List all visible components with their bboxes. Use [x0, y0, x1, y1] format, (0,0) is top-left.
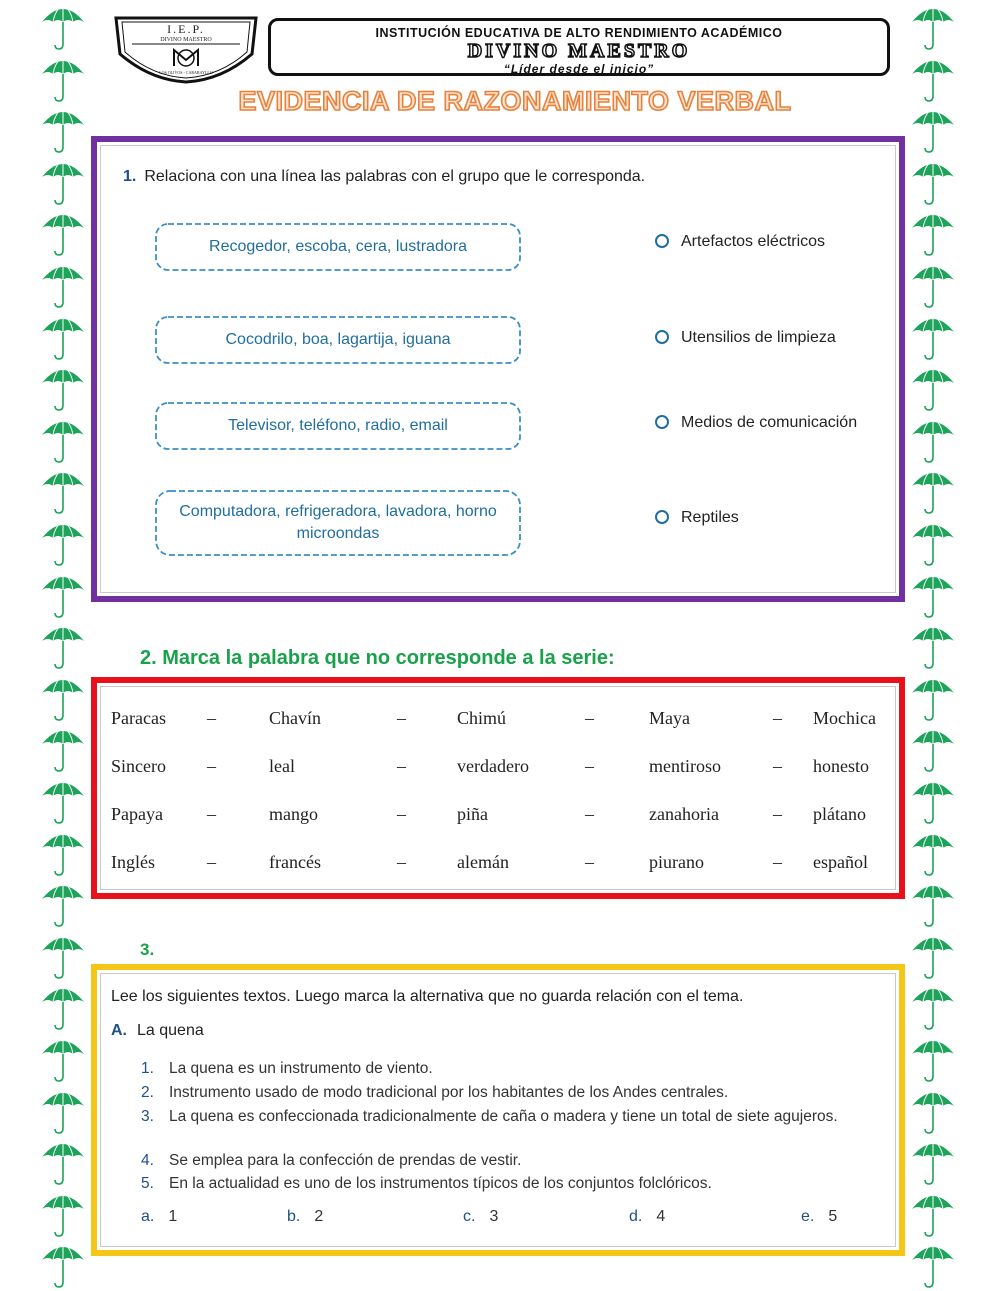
series-separator: –	[773, 804, 782, 824]
umbrella-icon	[910, 208, 956, 258]
section-2-box	[91, 677, 905, 899]
series-separator: –	[773, 756, 782, 776]
category-3[interactable]	[655, 414, 857, 432]
series-separator: –	[773, 708, 782, 728]
subtitle-text: La quena	[137, 1022, 204, 1039]
series-word[interactable]: Paracas	[111, 708, 166, 728]
series-word[interactable]: Inglés	[111, 852, 155, 872]
section-3-box	[91, 964, 905, 1256]
school-name: DIVINO MAESTRO	[467, 40, 691, 62]
institution-title-box	[268, 18, 890, 76]
series-word[interactable]: Mochica	[813, 708, 876, 728]
series-word[interactable]: zanahoria	[649, 804, 719, 824]
option-value: 2	[314, 1208, 324, 1225]
umbrella-icon	[40, 1240, 86, 1290]
umbrella-icon	[910, 931, 956, 981]
series-separator: –	[397, 708, 406, 728]
umbrella-icon	[40, 1137, 86, 1187]
section-3-instruction: Lee los siguientes textos. Luego marca la alternativa que no guarda relación con el tema.	[111, 988, 744, 1005]
statement-number: 4.	[141, 1152, 154, 1169]
series-word[interactable]: honesto	[813, 756, 869, 776]
umbrella-icon	[40, 363, 86, 413]
series-word[interactable]: español	[813, 852, 868, 872]
logo-text-middle: DIVINO MAESTRO	[160, 37, 212, 43]
series-word[interactable]: Chavín	[269, 708, 321, 728]
circle-icon[interactable]	[655, 330, 669, 344]
umbrella-border-right	[910, 0, 958, 1291]
category-label-2: Utensilios de limpieza	[681, 329, 836, 346]
umbrella-icon	[40, 105, 86, 155]
series-row	[101, 804, 895, 830]
section-1-number: 1.	[123, 168, 137, 185]
umbrella-icon	[40, 2, 86, 52]
series-word[interactable]: Papaya	[111, 804, 163, 824]
umbrella-icon	[40, 931, 86, 981]
umbrella-icon	[910, 828, 956, 878]
group-text-2: Cocodrilo, boa, lagartija, iguana	[225, 331, 451, 348]
series-separator: –	[207, 756, 216, 776]
statement-number: 3.	[141, 1108, 154, 1125]
series-word[interactable]: francés	[269, 852, 321, 872]
umbrella-icon	[910, 1034, 956, 1084]
school-logo	[112, 14, 260, 84]
statement-text: Se emplea para la confección de prendas de vestir.	[169, 1152, 522, 1169]
umbrella-icon	[40, 776, 86, 826]
umbrella-icon	[40, 1086, 86, 1136]
section-3-number: 3.	[140, 940, 155, 959]
series-row	[101, 708, 895, 734]
statement-5	[141, 1173, 883, 1194]
umbrella-icon	[910, 415, 956, 465]
statement-text: La quena es confeccionada tradicionalmente de caña o madera y tiene un total de siete agujeros.	[169, 1108, 838, 1125]
header	[112, 14, 892, 86]
option-c[interactable]	[463, 1208, 498, 1226]
series-row	[101, 756, 895, 782]
series-word[interactable]: mango	[269, 804, 318, 824]
umbrella-icon	[910, 879, 956, 929]
series-separator: –	[397, 756, 406, 776]
series-word[interactable]: piurano	[649, 852, 704, 872]
section-1-box	[91, 136, 905, 602]
category-1[interactable]	[655, 233, 825, 251]
group-text-4: Computadora, refrigeradora, lavadora, horno microondas	[179, 503, 497, 542]
series-separator: –	[207, 804, 216, 824]
circle-icon[interactable]	[655, 415, 669, 429]
option-d[interactable]	[629, 1208, 665, 1226]
group-text-3: Televisor, teléfono, radio, email	[228, 417, 448, 434]
umbrella-icon	[910, 1189, 956, 1239]
option-letter: a.	[141, 1208, 155, 1225]
series-separator: –	[397, 804, 406, 824]
group-box-4[interactable]	[153, 488, 523, 558]
series-separator: –	[397, 852, 406, 872]
option-value: 1	[168, 1208, 178, 1225]
statement-number: 5.	[141, 1175, 154, 1192]
option-letter: d.	[629, 1208, 643, 1225]
statement-text: Instrumento usado de modo tradicional por los habitantes de los Andes centrales.	[169, 1084, 729, 1101]
umbrella-icon	[40, 466, 86, 516]
umbrella-icon	[910, 1240, 956, 1290]
school-motto: “Líder desde el inicio”	[503, 62, 655, 76]
category-4[interactable]	[655, 509, 739, 527]
series-separator: –	[585, 708, 594, 728]
option-letter: e.	[801, 1208, 815, 1225]
statement-number: 1.	[141, 1060, 154, 1077]
series-separator: –	[585, 804, 594, 824]
series-word[interactable]: Chimú	[457, 708, 507, 728]
option-a[interactable]	[141, 1208, 177, 1226]
statement-4	[141, 1150, 883, 1171]
umbrella-icon	[40, 724, 86, 774]
umbrella-icon	[910, 1137, 956, 1187]
umbrella-icon	[40, 621, 86, 671]
institution-name: INSTITUCIÓN EDUCATIVA DE ALTO RENDIMIENTO ACADÉMICO	[375, 26, 783, 40]
umbrella-icon	[910, 673, 956, 723]
series-word[interactable]: alemán	[457, 852, 509, 872]
umbrella-icon	[910, 1086, 956, 1136]
umbrella-icon	[910, 2, 956, 52]
statement-3	[141, 1106, 883, 1127]
series-word[interactable]: verdadero	[457, 756, 529, 776]
series-word[interactable]: leal	[269, 756, 295, 776]
umbrella-icon	[40, 570, 86, 620]
option-letter: c.	[463, 1208, 476, 1225]
page-title: EVIDENCIA DE RAZONAMIENTO VERBAL	[238, 86, 792, 116]
umbrella-icon	[40, 312, 86, 362]
umbrella-border-left	[40, 0, 88, 1291]
option-letter: b.	[287, 1208, 301, 1225]
section-1-instruction	[123, 168, 645, 186]
umbrella-icon	[40, 518, 86, 568]
umbrella-icon	[910, 518, 956, 568]
category-label-3: Medios de comunicación	[681, 414, 858, 431]
umbrella-icon	[910, 157, 956, 207]
series-separator: –	[585, 756, 594, 776]
group-box-1[interactable]	[153, 221, 523, 273]
category-label-4: Reptiles	[681, 509, 739, 526]
series-separator: –	[585, 852, 594, 872]
umbrella-icon	[40, 157, 86, 207]
group-box-3[interactable]	[153, 400, 523, 452]
statement-number: 2.	[141, 1084, 154, 1101]
umbrella-icon	[40, 1189, 86, 1239]
section-1-instruction-text: Relaciona con una línea las palabras con el grupo que le corresponda.	[144, 168, 646, 185]
series-word[interactable]: Maya	[649, 708, 690, 728]
logo-text-top: I.E.P.	[167, 22, 205, 36]
umbrella-icon	[40, 879, 86, 929]
option-value: 3	[489, 1208, 499, 1225]
section-3-subtitle	[111, 1022, 204, 1040]
section-2-title: 2. Marca la palabra que no corresponde a la serie:	[140, 647, 615, 669]
option-value: 4	[656, 1208, 666, 1225]
category-label-1: Artefactos eléctricos	[681, 233, 826, 250]
umbrella-icon	[40, 1034, 86, 1084]
umbrella-icon	[910, 621, 956, 671]
option-value: 5	[828, 1208, 838, 1225]
category-2[interactable]	[655, 329, 836, 347]
umbrella-icon	[910, 312, 956, 362]
group-box-2[interactable]	[153, 314, 523, 366]
subtitle-letter: A.	[111, 1022, 127, 1039]
option-e[interactable]	[801, 1208, 837, 1226]
statement-text: La quena es un instrumento de viento.	[169, 1060, 433, 1077]
umbrella-icon	[910, 363, 956, 413]
series-word[interactable]: Sincero	[111, 756, 166, 776]
series-row	[101, 852, 895, 878]
group-text-1: Recogedor, escoba, cera, lustradora	[209, 238, 467, 255]
statement-text: En la actualidad es uno de los instrumentos típicos de los conjuntos folclóricos.	[169, 1175, 712, 1192]
series-separator: –	[207, 708, 216, 728]
umbrella-icon	[40, 208, 86, 258]
circle-icon[interactable]	[655, 234, 669, 248]
umbrella-icon	[910, 776, 956, 826]
series-word[interactable]: plátano	[813, 804, 866, 824]
umbrella-icon	[40, 260, 86, 310]
umbrella-icon	[910, 260, 956, 310]
logo-text-bottom: LOS OLIVOS - CARABAYLLO	[159, 70, 213, 75]
umbrella-icon	[910, 982, 956, 1032]
umbrella-icon	[910, 724, 956, 774]
umbrella-icon	[910, 570, 956, 620]
umbrella-icon	[40, 673, 86, 723]
statement-1	[141, 1058, 883, 1079]
umbrella-icon	[40, 982, 86, 1032]
umbrella-icon	[40, 828, 86, 878]
option-b[interactable]	[287, 1208, 323, 1226]
series-separator: –	[773, 852, 782, 872]
circle-icon[interactable]	[655, 510, 669, 524]
series-separator: –	[207, 852, 216, 872]
umbrella-icon	[910, 466, 956, 516]
umbrella-icon	[40, 415, 86, 465]
series-word[interactable]: mentiroso	[649, 756, 721, 776]
series-word[interactable]: piña	[457, 804, 488, 824]
statement-2	[141, 1082, 883, 1103]
umbrella-icon	[40, 54, 86, 104]
